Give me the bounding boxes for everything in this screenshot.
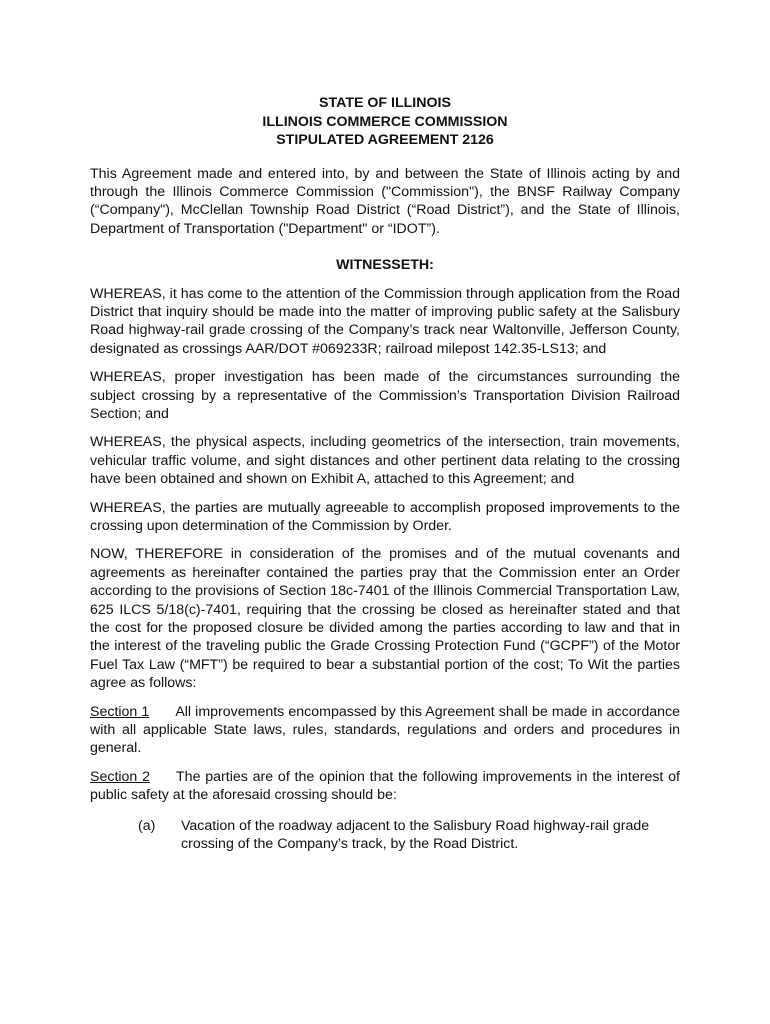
whereas-paragraph-4: WHEREAS, the parties are mutually agreeable to accomplish proposed improvements to the crossing upon determination of the Commission by Order. <box>90 499 680 534</box>
heading-agreement-number: STIPULATED AGREEMENT 2126 <box>276 132 494 148</box>
whereas-paragraph-2: WHEREAS, proper investigation has been made of the circumstances surrounding the subject crossing by a representative of the Commission’s Transportation Division Railroad Section; and <box>90 369 680 422</box>
whereas-paragraph-3: WHEREAS, the physical aspects, including geometrics of the intersection, train movements, vehicular traffic volume, and sight distances and other pertinent data relating to the crossing have been obtained and shown on Exhibit A, attached to this Agreement; and <box>90 434 680 488</box>
list-item <box>138 817 680 854</box>
heading-commission: ILLINOIS COMMERCE COMMISSION <box>262 113 508 130</box>
item-a-label: (a) <box>138 817 156 834</box>
witnesseth-heading: WITNESSETH: <box>336 257 434 274</box>
whereas-paragraph-1: WHEREAS, it has come to the attention of the Commission through application from the Road District that inquiry should be made into the matter of improving public safety at the Salisbury Road highway-rail grade crossing of the Company’s track near Waltonville, Jefferson County, designated as crossings AAR/DOT #069233R; railroad milepost 142.35-LS13; and <box>90 285 680 357</box>
document-heading <box>90 94 680 150</box>
section-2 <box>90 768 680 805</box>
item-a-text: Vacation of the roadway adjacent to the Salisbury Road highway-rail grade crossing of the Company’s track, by the Road District. <box>181 817 650 853</box>
section-1-label: Section 1 <box>90 703 150 720</box>
now-therefore-paragraph: NOW, THEREFORE in consideration of the promises and of the mutual covenants and agreements as hereinafter contained the parties pray that the Commission enter an Order according to the provisions of Section 18c-7401 of the Illinois Commercial Transportation Law, 625 ILCS 5/18(c)-7401, requiring that the crossing be closed as hereinafter stated and that the cost for the proposed closure be divided among the parties according to law and that in the interest of the traveling public the Grade Crossing Protection Fund (“GCPF”) of the Motor Fuel Tax Law (“MFT”) be required to bear a substantial portion of the cost; To Wit the parties agree as follows: <box>90 546 680 692</box>
section-2-label: Section 2 <box>90 768 151 785</box>
section-1 <box>90 703 680 758</box>
section-1-text: All improvements encompassed by this Agreement shall be made in accordance with all applicable State laws, rules, standards, regulations and orders and procedures in general. <box>90 703 680 757</box>
intro-paragraph: This Agreement made and entered into, by and between the State of Illinois acting by and through the Illinois Commerce Commission ("Commission"), the BNSF Railway Company (“Company"), McClellan Township Road District (“Road District”), and the State of Illinois, Department of Transportation ("Department" or “IDOT”). <box>90 165 680 237</box>
heading-state: STATE OF ILLINOIS <box>319 95 451 111</box>
section-2-text: The parties are of the opinion that the following improvements in the interest of public safety at the aforesaid crossing should be: <box>90 768 680 804</box>
